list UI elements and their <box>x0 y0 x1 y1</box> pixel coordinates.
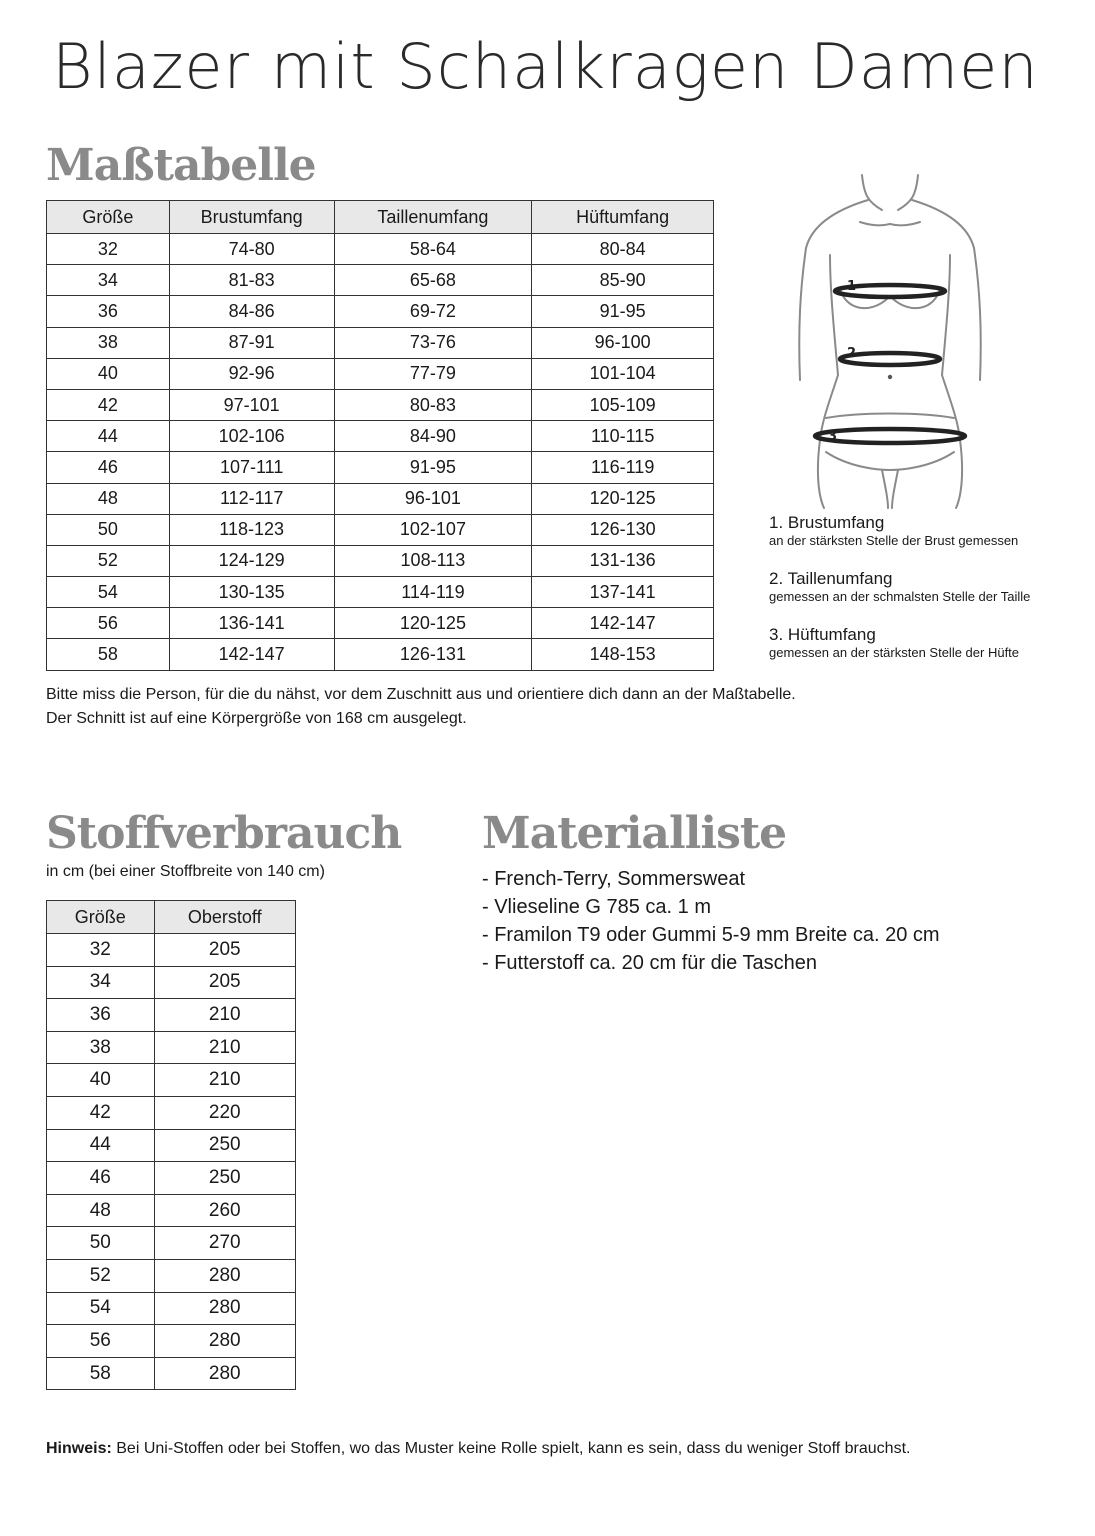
table-cell: 102-106 <box>169 421 334 452</box>
hint-label: Hinweis: <box>46 1440 112 1457</box>
table-cell: 69-72 <box>334 296 532 327</box>
table-cell: 50 <box>47 514 170 545</box>
table-cell: 44 <box>47 1129 155 1162</box>
table-cell: 73-76 <box>334 327 532 358</box>
table-row <box>47 1357 296 1390</box>
table-cell: 107-111 <box>169 452 334 483</box>
table-cell: 280 <box>154 1357 295 1390</box>
table-cell: 116-119 <box>532 452 714 483</box>
hint-text: Bei Uni-Stoffen oder bei Stoffen, wo das Muster keine Rolle spielt, kann es sein, dass du weniger Stoff brauchst. <box>111 1440 911 1457</box>
marker-1: 1 <box>847 279 857 294</box>
table-cell: 32 <box>47 934 155 967</box>
table-cell: 91-95 <box>334 452 532 483</box>
table-cell: 81-83 <box>169 265 334 296</box>
table-cell: 92-96 <box>169 358 334 389</box>
table-cell: 56 <box>47 1325 155 1358</box>
table-row <box>47 389 714 420</box>
table-cell: 48 <box>47 1194 155 1227</box>
table-cell: 58 <box>47 639 170 670</box>
table-cell: 101-104 <box>532 358 714 389</box>
marker-2: 2 <box>847 346 857 361</box>
table-cell: 142-147 <box>169 639 334 670</box>
table-header-row <box>47 201 714 234</box>
table-cell: 96-100 <box>532 327 714 358</box>
table-cell: 38 <box>47 1031 155 1064</box>
table-cell: 112-117 <box>169 483 334 514</box>
table-row <box>47 1227 296 1260</box>
table-row <box>47 358 714 389</box>
table-cell: 54 <box>47 577 170 608</box>
legend-title: 2. Taillenumfang <box>769 569 893 588</box>
table-row <box>47 577 714 608</box>
table-cell: 118-123 <box>169 514 334 545</box>
marker-3: 3 <box>828 429 838 444</box>
table-cell: 280 <box>154 1292 295 1325</box>
table-cell: 84-90 <box>334 421 532 452</box>
table-row <box>47 296 714 327</box>
column-header: Brustumfang <box>169 201 334 234</box>
table-cell: 126-130 <box>532 514 714 545</box>
table-row <box>47 966 296 999</box>
table-cell: 280 <box>154 1325 295 1358</box>
table-cell: 85-90 <box>532 265 714 296</box>
hip-measure-line <box>815 429 965 443</box>
table-row <box>47 1162 296 1195</box>
materials-heading: Materialliste <box>482 808 787 859</box>
table-cell: 42 <box>47 389 170 420</box>
column-header: Oberstoff <box>154 901 295 934</box>
table-cell: 50 <box>47 1227 155 1260</box>
table-cell: 80-84 <box>532 234 714 265</box>
table-row <box>47 421 714 452</box>
table-row <box>47 1096 296 1129</box>
table-cell: 52 <box>47 545 170 576</box>
table-cell: 40 <box>47 358 170 389</box>
table-cell: 36 <box>47 999 155 1032</box>
fabric-subheading: in cm (bei einer Stoffbreite von 140 cm) <box>46 863 325 880</box>
column-header: Größe <box>47 201 170 234</box>
column-header: Taillenumfang <box>334 201 532 234</box>
navel-dot <box>888 375 892 379</box>
column-header: Größe <box>47 901 155 934</box>
fabric-heading: Stoffverbrauch <box>46 808 402 859</box>
table-row <box>47 1259 296 1292</box>
table-cell: 210 <box>154 1064 295 1097</box>
table-cell: 130-135 <box>169 577 334 608</box>
table-cell: 205 <box>154 934 295 967</box>
table-row <box>47 545 714 576</box>
table-cell: 97-101 <box>169 389 334 420</box>
table-row <box>47 452 714 483</box>
note-line: Bitte miss die Person, für die du nähst, vor dem Zuschnitt aus und orientiere dich dann an der Maßtabelle. <box>46 686 796 703</box>
table-cell: 205 <box>154 966 295 999</box>
table-cell: 54 <box>47 1292 155 1325</box>
list-item: - French-Terry, Sommersweat <box>482 868 746 890</box>
table-cell: 120-125 <box>334 608 532 639</box>
table-cell: 34 <box>47 966 155 999</box>
table-cell: 34 <box>47 265 170 296</box>
table-row <box>47 999 296 1032</box>
measurement-note <box>46 683 796 731</box>
table-cell: 46 <box>47 452 170 483</box>
table-cell: 32 <box>47 234 170 265</box>
table-cell: 250 <box>154 1162 295 1195</box>
table-cell: 120-125 <box>532 483 714 514</box>
table-row <box>47 1129 296 1162</box>
table-row <box>47 265 714 296</box>
hint-note <box>46 1437 910 1461</box>
body-measurement-figure <box>790 170 990 510</box>
table-cell: 124-129 <box>169 545 334 576</box>
table-cell: 74-80 <box>169 234 334 265</box>
figure-legend <box>769 513 1030 681</box>
table-cell: 210 <box>154 999 295 1032</box>
table-row <box>47 934 296 967</box>
table-cell: 84-86 <box>169 296 334 327</box>
table-cell: 142-147 <box>532 608 714 639</box>
table-cell: 137-141 <box>532 577 714 608</box>
table-cell: 80-83 <box>334 389 532 420</box>
table-row <box>47 234 714 265</box>
materials-list <box>482 865 940 977</box>
table-cell: 280 <box>154 1259 295 1292</box>
legend-item <box>769 569 1030 625</box>
table-cell: 56 <box>47 608 170 639</box>
table-row <box>47 639 714 670</box>
table-cell: 52 <box>47 1259 155 1292</box>
legend-title: 1. Brustumfang <box>769 513 885 532</box>
fabric-table <box>46 900 296 1390</box>
table-row <box>47 514 714 545</box>
table-cell: 65-68 <box>334 265 532 296</box>
list-item: - Vlieseline G 785 ca. 1 m <box>482 896 711 918</box>
table-cell: 136-141 <box>169 608 334 639</box>
table-cell: 108-113 <box>334 545 532 576</box>
page-title: Blazer mit Schalkragen Damen <box>52 30 1039 103</box>
table-cell: 110-115 <box>532 421 714 452</box>
table-cell: 250 <box>154 1129 295 1162</box>
column-header: Hüftumfang <box>532 201 714 234</box>
legend-desc: an der stärksten Stelle der Brust gemessen <box>769 533 1019 548</box>
list-item: - Framilon T9 oder Gummi 5-9 mm Breite ca. 20 cm <box>482 924 940 946</box>
table-cell: 38 <box>47 327 170 358</box>
table-cell: 58-64 <box>334 234 532 265</box>
table-row <box>47 1064 296 1097</box>
table-row <box>47 1031 296 1064</box>
table-cell: 44 <box>47 421 170 452</box>
table-cell: 40 <box>47 1064 155 1097</box>
table-cell: 148-153 <box>532 639 714 670</box>
table-cell: 48 <box>47 483 170 514</box>
legend-item <box>769 513 1030 569</box>
table-cell: 131-136 <box>532 545 714 576</box>
table-cell: 36 <box>47 296 170 327</box>
note-line: Der Schnitt ist auf eine Körpergröße von 168 cm ausgelegt. <box>46 710 467 727</box>
table-cell: 114-119 <box>334 577 532 608</box>
table-row <box>47 1292 296 1325</box>
table-cell: 126-131 <box>334 639 532 670</box>
table-header-row <box>47 901 296 934</box>
table-row <box>47 1194 296 1227</box>
list-item: - Futterstoff ca. 20 cm für die Taschen <box>482 952 817 974</box>
table-cell: 87-91 <box>169 327 334 358</box>
table-row <box>47 1325 296 1358</box>
table-cell: 260 <box>154 1194 295 1227</box>
table-cell: 105-109 <box>532 389 714 420</box>
table-cell: 102-107 <box>334 514 532 545</box>
legend-title: 3. Hüftumfang <box>769 625 876 644</box>
table-cell: 46 <box>47 1162 155 1195</box>
measurements-table <box>46 200 714 671</box>
table-cell: 42 <box>47 1096 155 1129</box>
table-cell: 270 <box>154 1227 295 1260</box>
legend-desc: gemessen an der stärksten Stelle der Hüfte <box>769 645 1020 660</box>
table-cell: 91-95 <box>532 296 714 327</box>
measurements-heading: Maßtabelle <box>46 140 316 191</box>
table-cell: 220 <box>154 1096 295 1129</box>
table-cell: 77-79 <box>334 358 532 389</box>
legend-desc: gemessen an der schmalsten Stelle der Taille <box>769 589 1031 604</box>
legend-item <box>769 625 1030 681</box>
table-cell: 58 <box>47 1357 155 1390</box>
table-row <box>47 608 714 639</box>
table-row <box>47 327 714 358</box>
table-cell: 96-101 <box>334 483 532 514</box>
table-row <box>47 483 714 514</box>
table-cell: 210 <box>154 1031 295 1064</box>
